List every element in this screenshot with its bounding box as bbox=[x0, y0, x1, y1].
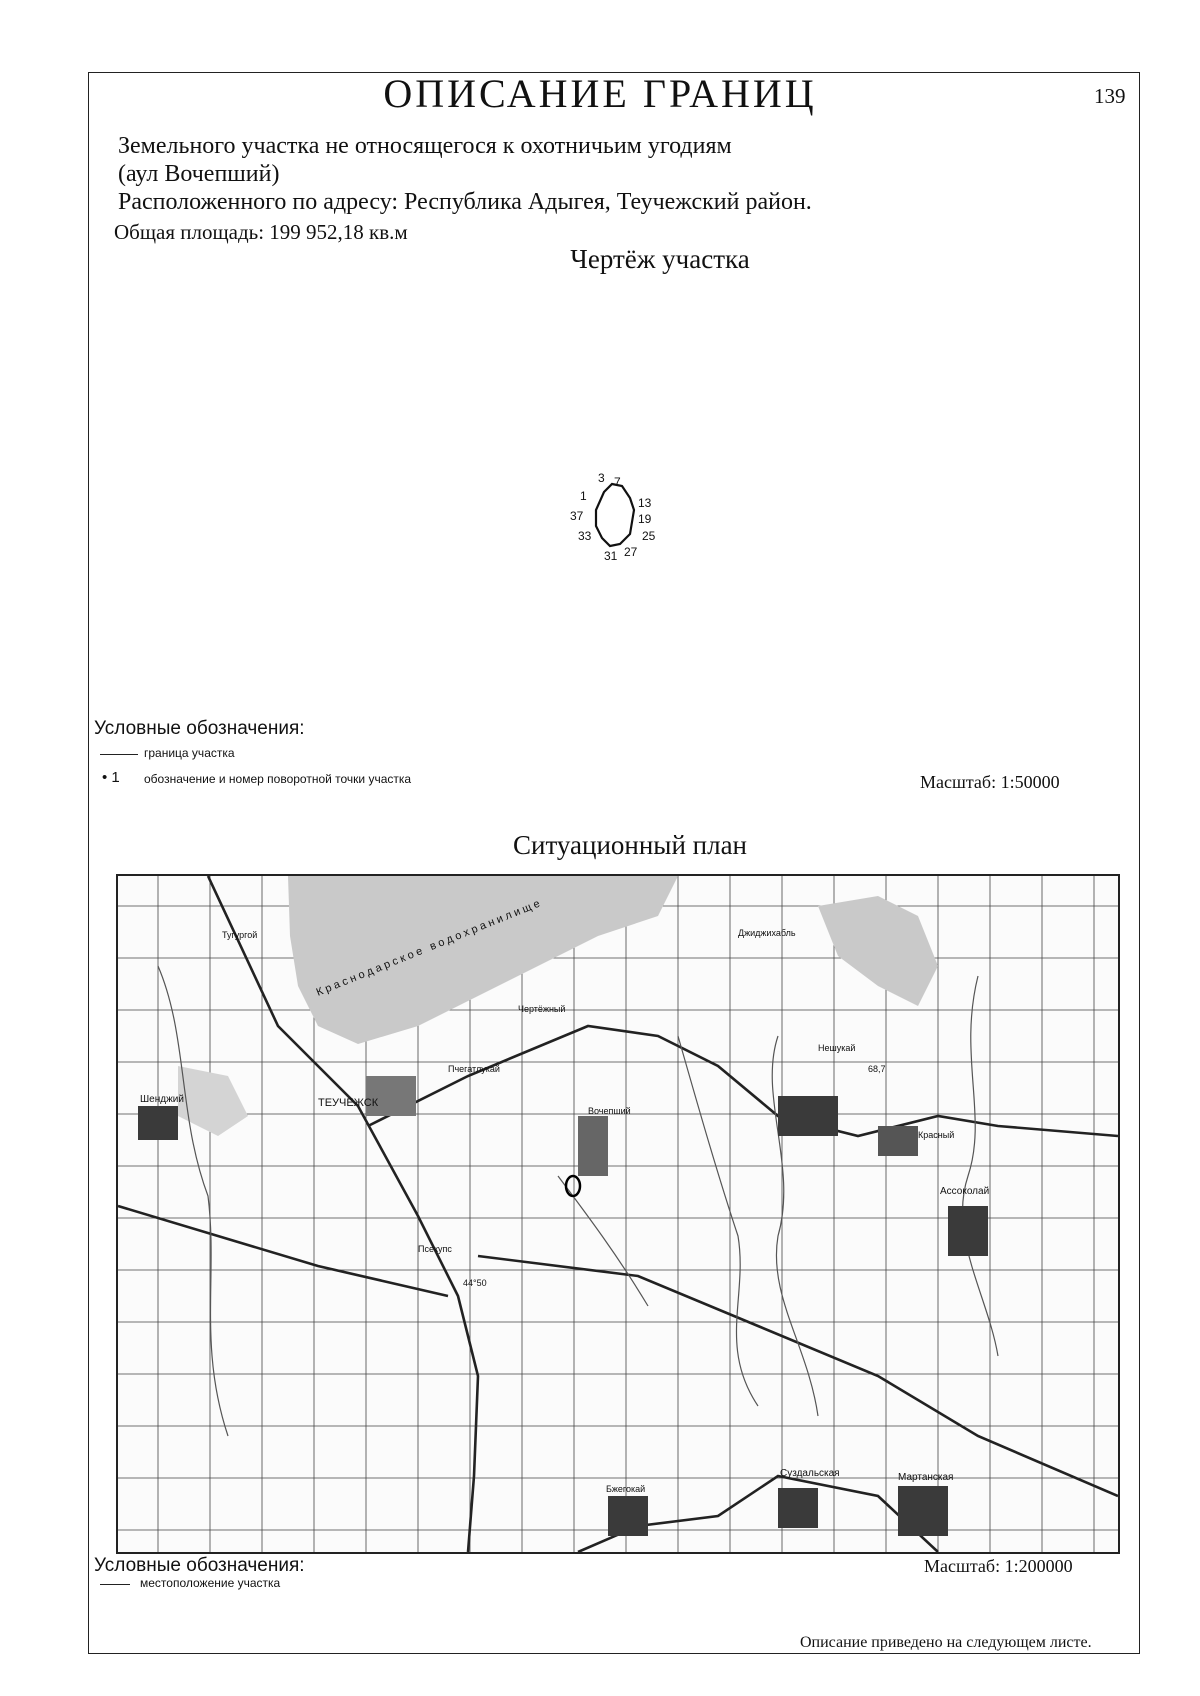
point-label: 7 bbox=[614, 475, 621, 489]
label-shendzhiy: Шенджий bbox=[140, 1094, 184, 1105]
legend-point-text: обозначение и номер поворотной точки участка bbox=[144, 772, 412, 786]
label-coordinate: 44°50 bbox=[463, 1278, 487, 1288]
label-assokolay: Ассоколай bbox=[940, 1186, 990, 1197]
description-line-3: Расположенного по адресу: Республика Адыгея, Теучежский район. bbox=[118, 189, 812, 215]
point-label: 27 bbox=[624, 545, 638, 559]
label-vochepshiy: Вочепший bbox=[588, 1106, 631, 1116]
legend2-title: Условные обозначения: bbox=[94, 1555, 305, 1576]
parcel-drawing bbox=[560, 464, 680, 584]
legend-location-text: местоположение участка bbox=[140, 1576, 281, 1590]
page-title: ОПИСАНИЕ ГРАНИЦ bbox=[383, 71, 817, 116]
parcel-boundary bbox=[596, 484, 634, 546]
legend-title: Условные обозначения: bbox=[94, 718, 305, 739]
legend-point-marker: • 1 bbox=[102, 769, 120, 786]
label-chertkov: Чертёжный bbox=[518, 1004, 566, 1014]
point-label: 33 bbox=[578, 529, 592, 543]
label-psekups: Псекупс bbox=[418, 1244, 452, 1254]
scale-situation: Масштаб: 1:200000 bbox=[924, 1556, 1073, 1576]
point-label: 19 bbox=[638, 512, 652, 526]
location-line-sample bbox=[100, 1584, 130, 1585]
sheet-number: 139 bbox=[1094, 84, 1126, 108]
situation-map bbox=[116, 874, 1120, 1554]
label-krasnyy: Красный bbox=[918, 1130, 955, 1140]
label-teuchezhsk: ТЕУЧЕЖСК bbox=[318, 1097, 379, 1109]
legend-boundary-text: граница участка bbox=[144, 746, 235, 760]
label-belskaya: Бжегокай bbox=[606, 1484, 646, 1494]
label-tugurgoy: Тугургой bbox=[222, 930, 258, 940]
point-label: 1 bbox=[580, 489, 587, 503]
footer-note: Описание приведено на следующем листе. bbox=[800, 1634, 1092, 1651]
description-line-2: (аул Вочепший) bbox=[118, 161, 280, 187]
label-reservoir: Краснодарское водохранилище bbox=[314, 896, 545, 999]
label-neshukay: Нешукай bbox=[818, 1043, 856, 1053]
point-label: 37 bbox=[570, 509, 584, 523]
label-pchegatlukay: Пчегатлукай bbox=[448, 1064, 500, 1074]
label-martanskaya: Мартанская bbox=[898, 1472, 954, 1483]
situation-heading: Ситуационный план bbox=[512, 830, 748, 860]
label-suzdalskaya: Суздальская bbox=[780, 1468, 840, 1479]
label-elevation: 68,7 bbox=[868, 1064, 886, 1074]
drawing-heading: Чертёж участка bbox=[570, 244, 750, 274]
map-svg bbox=[118, 876, 1118, 1552]
point-label: 3 bbox=[598, 471, 605, 485]
point-label: 25 bbox=[642, 529, 656, 543]
label-dzhidzhikhabl: Джиджихабль bbox=[738, 928, 796, 938]
area-text: Общая площадь: 199 952,18 кв.м bbox=[114, 220, 408, 244]
description-line-1: Земельного участка не относящегося к охотничьим угодиям bbox=[118, 133, 732, 159]
point-label: 13 bbox=[638, 496, 652, 510]
point-label: 31 bbox=[604, 549, 618, 563]
boundary-line-sample bbox=[100, 754, 138, 755]
scale-drawing: Масштаб: 1:50000 bbox=[920, 772, 1060, 792]
